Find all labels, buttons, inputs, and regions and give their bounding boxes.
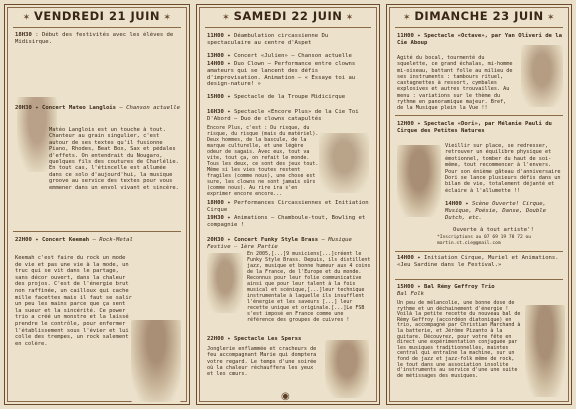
divider — [13, 231, 181, 232]
event-style: Musique Festive – 1ère Partie — [207, 237, 352, 250]
event-item: 19H30 ✦ Animations – Chamboule-tout, Bowling et compagnie ! — [207, 215, 366, 228]
day-header: ✶ VENDREDI 21 JUIN ✶ — [22, 9, 172, 23]
event-time: 16H30 — [207, 109, 224, 115]
event-item: 20H30 ✦ Concert Mateo Langlois – Chanson actuelle — [15, 105, 181, 111]
event-description: Un peu de mélancolie, une bonne dose de rythme et un déchainement d'énergie ! Voilà la petite recette du nouveau bal de Rémy Geffroy (accordéon diatonique) en trio, accompagné par Christian Marchand à la batterie, et Jérôme Pizanto à la guitare. Découvrez, pour votre fête en direct une expérimentation conjuguée par les musiques traditionnelles, maintes central qui entraîne la machine, sur un fond de jazz et jazz-folk même de rock, le tout dans une association insolite d'instruments au service d'une une suite de métissages des musiques. — [397, 300, 521, 379]
event-item: 12H00 ✦ Spectacle «Dori», par Mélanie Pauli du Cirque des Petites Natures — [397, 121, 552, 134]
registration-note: *Inscriptions au 07 69 19 78 72 ou martin.st.cie@gmail.com — [437, 235, 532, 246]
event-item: 22H00 ✦ Concert Keemah – Rock-Metal — [15, 237, 133, 243]
event-text: Duo Clown – Performance entre clowns amateurs qui se lancent des défis d'improvisation. Animation – « Essaye toi au design-nature! » — [207, 61, 356, 88]
brass-photo — [207, 253, 243, 313]
event-item: 15H00 ✦ Spectacle de la Troupe Midicirque — [207, 94, 346, 100]
event-time: 11H00 — [397, 33, 414, 39]
divider — [13, 27, 181, 28]
event-time: 13H00 — [207, 53, 224, 59]
event-description: Jonglerie enflammée et cracheurs de feu accompagnant Marie qui domptera votre regard. Le temps d'une soirée où la chaleur réchauffera les yeux et les cœurs. — [207, 346, 317, 378]
day-header: ✶ DIMANCHE 23 JUIN ✶ — [402, 9, 556, 23]
event-text: Initiation Cirque, Muriel et Animations. «Jeu Sardine dans le Festival.» — [397, 255, 559, 268]
event-item: 13H00 ✦ Concert «Julien» – Chanson actuelle — [207, 53, 352, 59]
event-time: 14H00 — [207, 61, 224, 67]
event-description: Vieillir sur place, se redresser, retrouver un équilibre physique et émotionnel, tomber du haut de soi-même, tout recommencer à l'envers. Pour son énième gâteau d'anniversaire Dori se lance plusieurs défis dans un bilan de vie, totalement déjanté et éclaire à l'allumette !! — [445, 143, 561, 194]
event-time: 18H30 — [15, 32, 32, 38]
event-title: Scène Ouverte! Cirque, Musique, Poésie, Danse, Double Dutch, etc. — [445, 201, 547, 221]
event-text: Performances Circassiennes et Initiation Cirque — [207, 200, 369, 213]
fire-show-photo — [325, 340, 369, 398]
event-description: Matéo Langlois est un touche à tout. Chanteur au grain singulier, c'est autour de ses textes qu'il fusionne Piano, Rhodes, Beat Box, Sax et pédales d'effets. On entendrait du Nougaro, quelques fils des coutures de Charlélie. En tout cas, l'étincelle est allumée dans ce solo d'aujourd'hui, la musique groove au service des textes pour vous emmener dans un envol vivant et sincère. — [49, 127, 179, 191]
event-title: Spectacle «Octave», par Yan Oliveri de la Cie Aboup — [397, 33, 563, 46]
event-time: 22H00 — [207, 336, 224, 342]
event-title: Concert Keemah — [41, 237, 90, 243]
event-text: Spectacle de la Troupe Midicirque — [233, 94, 346, 100]
day-title: SAMEDI 22 JUIN — [233, 9, 343, 23]
event-time: 22H00 — [15, 237, 32, 243]
event-time: 15H00 — [397, 284, 414, 290]
event-style: Bal Folk — [397, 291, 424, 297]
event-time: 14H00 — [445, 201, 462, 207]
clowns-photo — [319, 133, 369, 193]
event-item: 22H00 ✦ Spectacle Les Sperss — [207, 336, 302, 342]
day-column-friday — [4, 4, 190, 405]
event-item: 14H00 ✦ Initiation Cirque, Muriel et Animations. «Jeu Sardine dans le Festival.» — [397, 255, 559, 268]
divider — [205, 27, 371, 28]
event-item: 18H00 ✦ Performances Circassiennes et Initiation Cirque — [207, 200, 369, 213]
event-item: 11H00 ✦ Spectacle «Octave», par Yan Oliveri de la Cie Aboup — [397, 33, 563, 46]
event-time: 11H00 — [207, 33, 224, 39]
divider — [395, 115, 563, 116]
event-time: 18H00 — [207, 200, 224, 206]
event-item — [453, 227, 563, 234]
trio-photo — [525, 305, 565, 397]
event-item: 15H00 ✦ Bal Rémy Geffroy Trio — [397, 284, 495, 290]
event-description: Keemah c'est faire du rock un mode de vie et pas une vie à la mode, un truc qui se vit dans le partage, sans décor ouvert, dans la chaleur des projos. C'est de l'énergie brut non raffinée, un cailloux qui cache mille facettes mais il faut se salir un peu les mains parce que ça sent la sueur et la sincérité. Ce power trio a créé un monstre et la laissé prendre le contrôle, pour enfermer l'établissement sous l'évier et lui colle des trempes, un rock salement en colère. — [15, 255, 132, 347]
event-item: 20H30 ✦ Concert Funky Style Brass – Musique Festive – 1ère Partie — [207, 237, 352, 250]
event-title: Spectacle Les Sperss — [233, 336, 302, 342]
event-text: Déambulation circassienne Du spectaculaire au centre d'Aspet — [207, 33, 329, 46]
day-column-saturday — [196, 4, 380, 405]
divider — [395, 279, 563, 280]
event-text: Début des festivités avec les élèves de Midisirque. — [15, 32, 174, 45]
divider — [395, 27, 563, 28]
event-time: 20H30 — [207, 237, 224, 243]
event-text: Spectacle «Encore Plus» de la Cie Toi D'Abord – Duo de clowns catapultés — [207, 109, 359, 122]
event-text: Concert «Julien» – Chanson actuelle — [233, 53, 352, 59]
divider — [395, 251, 563, 252]
event-time: 20H30 — [15, 105, 32, 111]
event-time: 19H30 — [207, 215, 224, 221]
event-item — [397, 291, 563, 298]
event-style: Rock-Metal — [99, 237, 133, 243]
performer-photo — [397, 145, 441, 217]
event-title: Spectacle «Dori», par Mélanie Pauli du Cirque des Petites Natures — [397, 121, 552, 134]
event-title: Concert Mateo Langlois — [41, 105, 117, 111]
event-title: Concert Funky Style Brass — [233, 237, 319, 243]
day-column-sunday — [386, 4, 572, 405]
eye-ornament-icon: ◉ — [281, 391, 290, 402]
event-style: Chanson actuelle — [126, 105, 181, 111]
event-description: Agité du bocal, tourmenté du squelette, ce grand échalas, mi-homme mi-oiseau, battant folle au milieu de ses instruments : tambours rituel, castagnettes à ressort, cymbales explosives et autres trouvailles. Au menu : variations sur le thème du rythme en panoramique majeur. Bref, de la Musique plein la Vue !! — [397, 55, 513, 112]
day-title: VENDREDI 21 JUIN — [34, 9, 160, 23]
musician-bird-photo — [521, 45, 563, 107]
event-item: 18H30 : Début des festivités avec les élèves de Midisirque. — [15, 32, 174, 45]
event-description: Encore Plus, c'est : Du risque, du risque, du risque (mais du matériel). Deux hommes, de la bascule, de la marque culturelle, et une légère odeur de sagais. Avec eux, tout va vite, tout ça, on refait le monde. Tous les deux, ce sont des jeux tout. Même si les vies toutes restent fragiles (comme nous), une chose est sure, les clowns ne sont jamais sûrs (comme nous). Au rire ira s'en exprimer encore encore... — [207, 125, 319, 197]
event-text: Ouverte à tout artiste'! — [453, 227, 534, 233]
event-text: Animations – Chamboule-tout, Bowling et compagnie ! — [207, 215, 366, 228]
day-title: DIMANCHE 23 JUIN — [414, 9, 544, 23]
day-header: ✶ SAMEDI 22 JUIN ✶ — [222, 9, 354, 23]
event-description: En 2005,[...]9 musiciens[...]créent le Funky Style Brass. Depuis, ils distillent jazz, musique et bonne humeur aux 4 coins de la France, de l'Europe et du monde. Reconnus pour leur folie communicative ainsi que pour leur talent à la fois musical et scénique,[...]leur technique instrumentale à laquelle ils insufflent l'énergie et les saveurs [...] leur recette unique et originale.[...]Le FSB s'est imposé en France comme une référence des groupes de cuivres ! — [247, 251, 371, 323]
event-time: 12H00 — [397, 121, 414, 127]
event-item: 11H00 ✦ Déambulation circassienne Du spectaculaire au centre d'Aspet — [207, 33, 329, 46]
event-item: 14H00 ✦ Duo Clown – Performance entre clowns amateurs qui se lancent des défis d'improvisation. Animation – « Essaye toi au design-nature! » — [207, 61, 356, 88]
event-time: 14H00 — [397, 255, 414, 261]
event-item: 16H30 ✦ Spectacle «Encore Plus» de la Cie Toi D'Abord – Duo de clowns catapultés — [207, 109, 359, 122]
event-time: 15H00 — [207, 94, 224, 100]
event-item: 14H00 ✦ Scène Ouverte! Cirque, Musique, Poésie, Danse, Double Dutch, etc. — [445, 201, 547, 221]
band-photo — [131, 320, 181, 402]
event-title: Bal Rémy Geffroy Trio — [423, 284, 495, 290]
